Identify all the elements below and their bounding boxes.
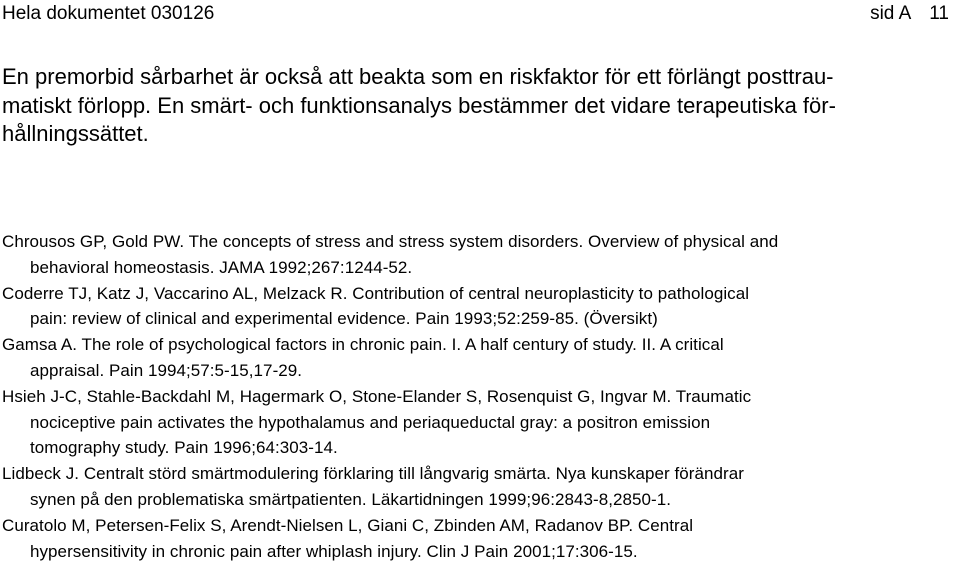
- intro-paragraph: [2, 63, 950, 149]
- page-header: [0, 0, 960, 32]
- reference-item: [2, 461, 960, 513]
- reference-line: tomography study. Pain 1996;64:303-14.: [30, 438, 338, 458]
- reference-item: [2, 281, 960, 333]
- page-number: 11: [929, 3, 949, 24]
- reference-line: nociceptive pain activates the hypothalamus and periaqueductal gray: a positron emission: [30, 412, 711, 432]
- reference-item: [2, 332, 960, 384]
- intro-line: matiskt förlopp. En smärt- och funktionsanalys bestämmer det vidare terapeutiska för-: [2, 92, 836, 118]
- reference-line: Coderre TJ, Katz J, Vaccarino AL, Melzack R. Contribution of central neuroplasticity to pathological: [2, 283, 750, 303]
- reference-line: Chrousos GP, Gold PW. The concepts of stress and stress system disorders. Overview of physical and: [2, 232, 779, 251]
- page-marker: [870, 0, 949, 28]
- reference-line: appraisal. Pain 1994;57:5-15,17-29.: [30, 360, 303, 380]
- reference-list: [2, 229, 960, 564]
- reference-line: Curatolo M, Petersen-Felix S, Arendt-Nielsen L, Giani C, Zbinden AM, Radanov BP. Central: [2, 515, 694, 535]
- reference-item: [2, 384, 960, 461]
- intro-line: En premorbid sårbarhet är också att beakta som en riskfaktor för ett förlängt posttrau-: [2, 64, 834, 89]
- reference-line: Gamsa A. The role of psychological factors in chronic pain. I. A half century of study. II. A critical: [2, 335, 724, 355]
- intro-line: hållningssättet.: [2, 121, 149, 146]
- reference-item: [2, 513, 960, 564]
- reference-line: synen på den problematiska smärtpatienten. Läkartidningen 1999;96:2843-8,2850-1.: [30, 489, 671, 509]
- reference-line: pain: review of clinical and experimental evidence. Pain 1993;52:259-85. (Översikt): [30, 309, 658, 329]
- reference-line: Lidbeck J. Centralt störd smärtmodulering förklaring till långvarig smärta. Nya kunskaper förändrar: [2, 464, 744, 484]
- document-title: Hela dokumentet 030126: [2, 3, 215, 24]
- reference-line: Hsieh J-C, Stahle-Backdahl M, Hagermark O, Stone-Elander S, Rosenquist G, Ingvar M. Traumatic: [2, 386, 752, 406]
- section-label: sid A: [870, 3, 912, 24]
- reference-item: [2, 229, 960, 281]
- reference-line: behavioral homeostasis. JAMA 1992;267:1244-52.: [30, 257, 413, 277]
- reference-line: hypersensitivity in chronic pain after whiplash injury. Clin J Pain 2001;17:306-15.: [30, 541, 638, 561]
